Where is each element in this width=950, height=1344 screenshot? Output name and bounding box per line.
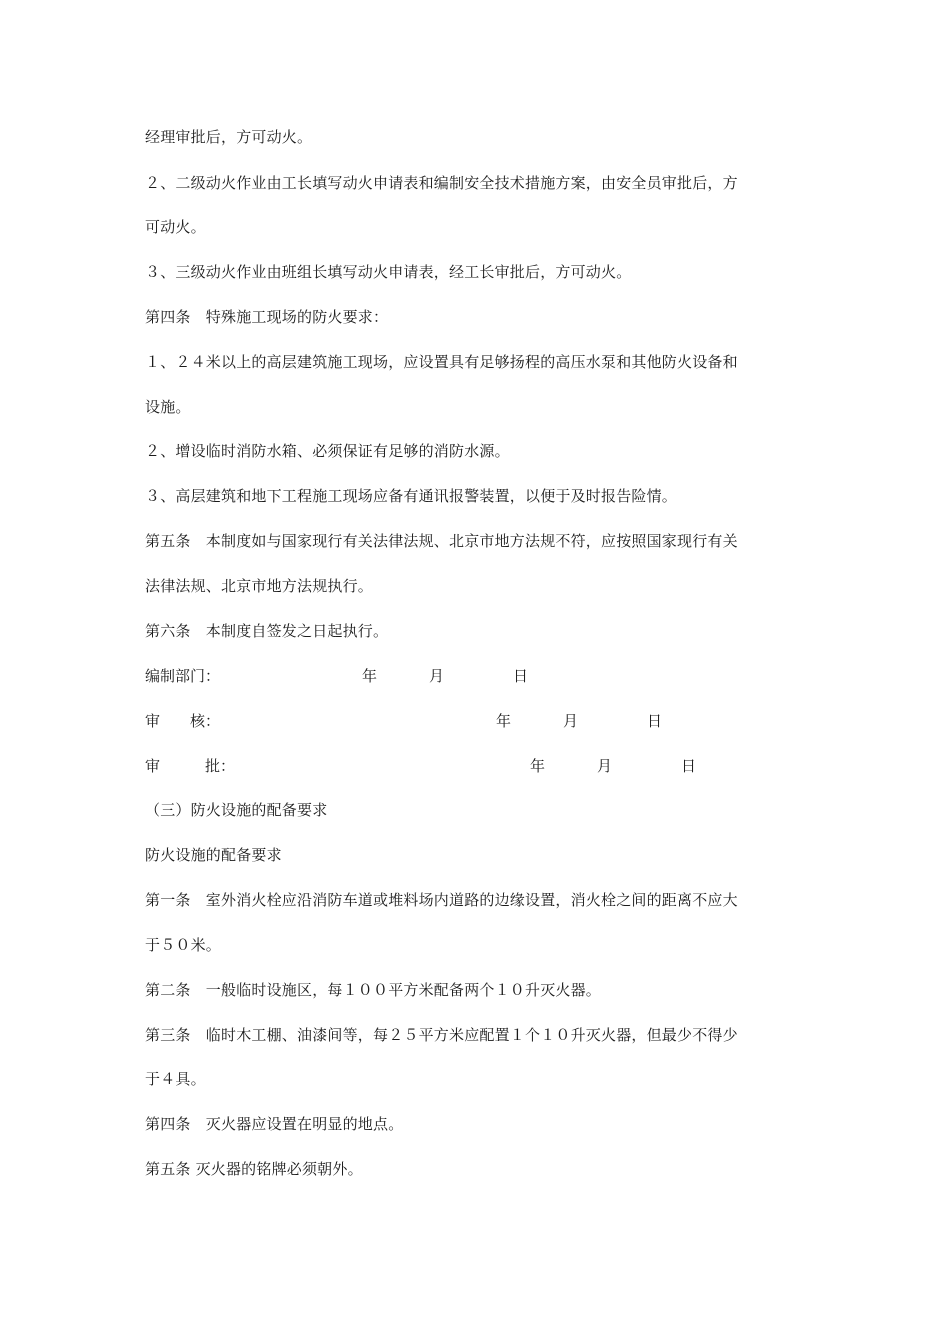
text-line: 第三条 临时木工棚、油漆间等，每２５平方米应配置１个１０升灭火器，但最少不得少: [145, 1026, 738, 1044]
text-line: 可动火。: [145, 218, 206, 236]
signature-day: 日: [681, 757, 697, 775]
text-line: 第六条 本制度自签发之日起执行。: [145, 622, 389, 640]
text-line: 第五条 本制度如与国家现行有关法律法规、北京市地方法规不符，应按照国家现行有关: [145, 532, 738, 550]
signature-year: 年: [362, 667, 378, 685]
text-line: ２、二级动火作业由工长填写动火申请表和编制安全技术措施方案，由安全员审批后，方: [145, 174, 738, 192]
text-line: 第四条 特殊施工现场的防火要求：: [145, 308, 389, 326]
signature-month: 月: [563, 712, 579, 730]
text-line: 于４具。: [145, 1070, 206, 1088]
text-line: ３、三级动火作业由班组长填写动火申请表，经工长审批后，方可动火。: [145, 263, 632, 281]
signature-label-compile: 编制部门：: [145, 667, 221, 685]
text-line: 第五条 灭火器的铭牌必须朝外。: [145, 1160, 363, 1178]
text-line: 经理审批后，方可动火。: [145, 128, 313, 146]
signature-day: 日: [647, 712, 663, 730]
signature-year: 年: [530, 757, 546, 775]
section-heading: （三）防火设施的配备要求: [145, 801, 328, 819]
signature-month: 月: [597, 757, 613, 775]
text-line: 第一条 室外消火栓应沿消防车道或堆料场内道路的边缘设置，消火栓之间的距离不应大: [145, 891, 738, 909]
section-subheading: 防火设施的配备要求: [145, 846, 282, 864]
text-line: ３、高层建筑和地下工程施工现场应备有通讯报警装置，以便于及时报告险情。: [145, 487, 678, 505]
text-line: １、２４米以上的高层建筑施工现场，应设置具有足够扬程的高压水泵和其他防火设备和: [145, 353, 738, 371]
signature-month: 月: [429, 667, 445, 685]
text-line: 于５０米。: [145, 936, 222, 954]
signature-year: 年: [496, 712, 512, 730]
signature-day: 日: [513, 667, 529, 685]
signature-label-approve: 审 批：: [145, 757, 236, 775]
text-line: 设施。: [145, 398, 191, 416]
text-line: 第四条 灭火器应设置在明显的地点。: [145, 1115, 404, 1133]
signature-label-review: 审 核：: [145, 712, 221, 730]
text-line: 法律法规、北京市地方法规执行。: [145, 577, 374, 595]
text-line: ２、增设临时消防水箱、必须保证有足够的消防水源。: [145, 442, 510, 460]
text-line: 第二条 一般临时设施区，每１００平方米配备两个１０升灭火器。: [145, 981, 602, 999]
